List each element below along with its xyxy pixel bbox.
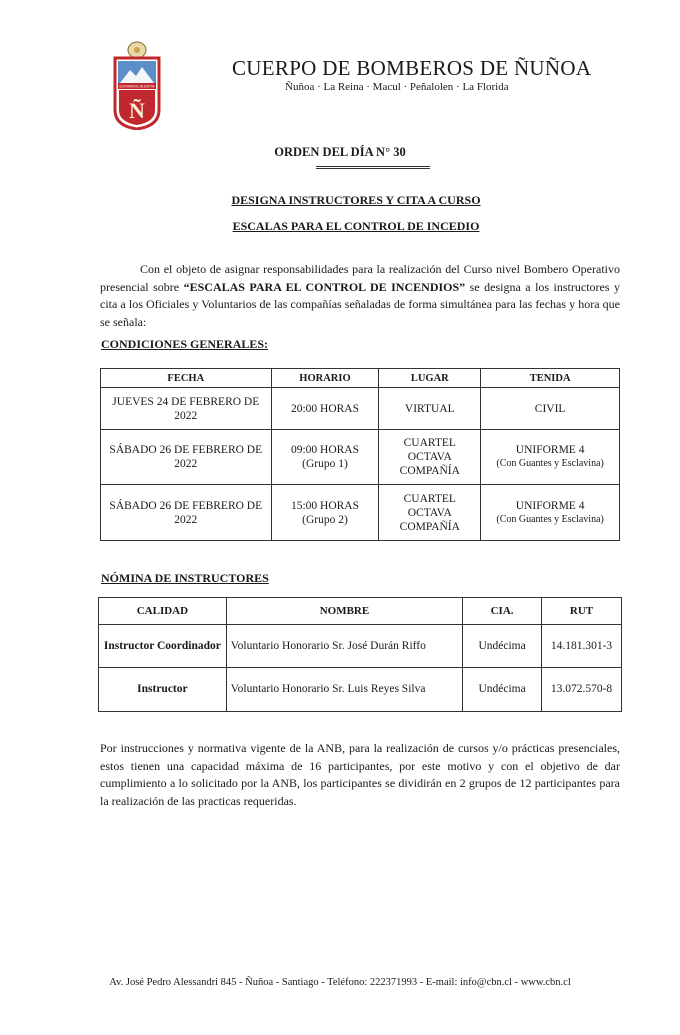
rut-cell: 14.181.301-3 [542, 625, 622, 668]
time-cell: 15:00 HORAS (Grupo 2) [271, 485, 379, 541]
rut-cell: 13.072.570-8 [542, 668, 622, 712]
place-cell: CUARTEL OCTAVA COMPAÑÍA [379, 485, 481, 541]
date-cell: SÁBADO 26 DE FEBRERO DE 2022 [101, 430, 272, 485]
table-row [101, 388, 620, 430]
subject-line-1: DESIGNA INSTRUCTORES Y CITA A CURSO [231, 193, 481, 207]
role-cell: Instructor [99, 668, 227, 712]
section-heading-general: CONDICIONES GENERALES: [101, 337, 269, 351]
column-header: CIA. [463, 598, 542, 625]
order-title: ORDEN DEL DÍA N° 30 [274, 145, 406, 159]
column-header: NOMBRE [226, 598, 462, 625]
column-header: CALIDAD [99, 598, 227, 625]
subject-line-2: ESCALAS PARA EL CONTROL DE INCEDIO [232, 219, 480, 233]
company-cell: Undécima [463, 668, 542, 712]
column-header: FECHA [101, 369, 272, 388]
role-cell: Instructor Coordinador [99, 625, 227, 668]
organization-communes: Ñuñoa · La Reina · Macul · Peñalolen · La Florida [285, 81, 509, 93]
table-row [99, 668, 622, 712]
table-header-row [99, 598, 622, 625]
attire-cell: UNIFORME 4 (Con Guantes y Esclavina) [481, 430, 620, 485]
section-heading-instructors: NÓMINA DE INSTRUCTORES [101, 571, 269, 585]
course-name: “ESCALAS PARA EL CONTROL DE INCENDIOS” [183, 279, 466, 294]
intro-paragraph: Con el objeto de asignar responsabilidades para la realización del Curso nivel Bombero Operativo presencial sobre “ESCALAS PARA EL CONTROL DE INCENDIOS” se designa a los instructores y cita a los Oficiales y Voluntarios de las compañías señaladas de forma simultánea para las fechas y hora que se señala: [100, 262, 621, 329]
general-conditions-table [100, 368, 620, 541]
table-header-row [101, 369, 620, 388]
column-header: RUT [542, 598, 622, 625]
logo-letter: Ñ [129, 98, 145, 123]
date-cell: SÁBADO 26 DE FEBRERO DE 2022 [101, 485, 272, 541]
closing-paragraph: Por instrucciones y normativa vigente de la ANB, para la realización de cursos y/o prácticas presenciales, estos tienen una capacidad máxima de 16 participantes, por este motivo y con el objetivo de dar cumplimiento a lo solicitado por la ANB, los participantes se dividirán en 2 grupos de 12 participantes para la realización de las practicas requeridas. [100, 741, 620, 808]
table-row [101, 485, 620, 541]
logo-motto: ESTAMOS ALERTA [119, 83, 155, 89]
footer-contact: Av. José Pedro Alessandri 845 - Ñuñoa - Santiago - Teléfono: 222371993 - E-mail: info@cbn.cl - www.cbn.cl [109, 977, 571, 988]
date-cell: JUEVES 24 DE FEBRERO DE 2022 [101, 388, 272, 430]
title-double-rule [316, 166, 430, 169]
instructors-table [98, 597, 622, 712]
company-cell: Undécima [463, 625, 542, 668]
table-row [101, 430, 620, 485]
column-header: TENIDA [481, 369, 620, 388]
column-header: HORARIO [271, 369, 379, 388]
attire-cell: CIVIL [481, 388, 620, 430]
column-header: LUGAR [379, 369, 481, 388]
time-cell: 09:00 HORAS (Grupo 1) [271, 430, 379, 485]
organization-name: CUERPO DE BOMBEROS DE ÑUÑOA [232, 56, 592, 80]
table-row [99, 625, 622, 668]
crest-top [128, 42, 146, 58]
place-cell: VIRTUAL [379, 388, 481, 430]
name-cell: Voluntario Honorario Sr. José Durán Riffo [226, 625, 462, 668]
name-cell: Voluntario Honorario Sr. Luis Reyes Silva [226, 668, 462, 712]
time-cell: 20:00 HORAS [271, 388, 379, 430]
place-cell: CUARTEL OCTAVA COMPAÑÍA [379, 430, 481, 485]
attire-cell: UNIFORME 4 (Con Guantes y Esclavina) [481, 485, 620, 541]
fire-brigade-logo [112, 40, 162, 130]
